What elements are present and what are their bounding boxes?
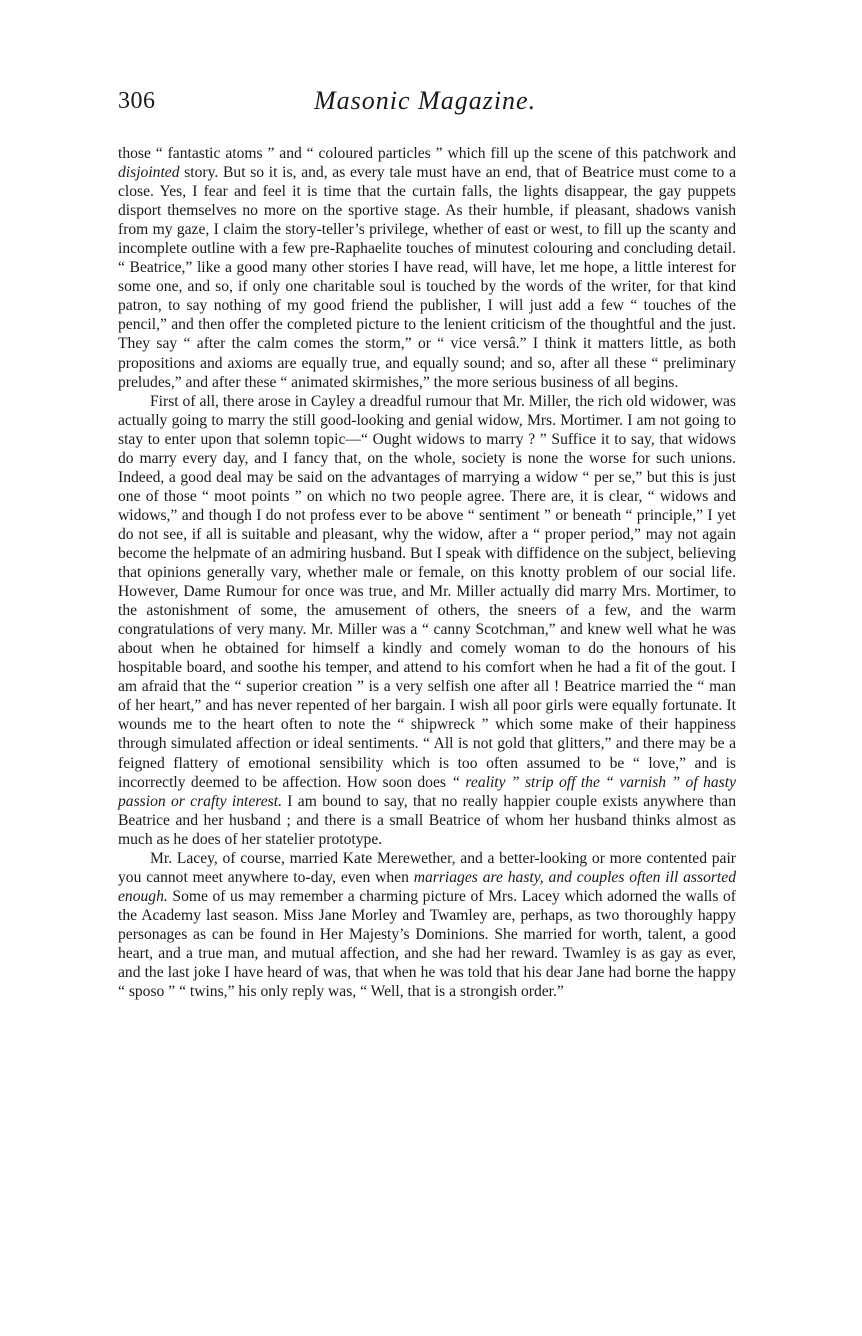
italic-segment: “ reality ” strip off the “ varnish ” of hasty passion or crafty interest. xyxy=(118,773,736,810)
paragraph-2 xyxy=(118,392,736,849)
text-segment: First of all, there arose in Cayley a dreadful rumour that Mr. Miller, the rich old widower, was actually going to marry the still good-looking and genial widow, Mrs. Mortimer. I am not going to stay to enter upon that solemn topic—“ Ought widows to marry ? ” Suffice it to say, that widows do marry every day, and I fancy that, on the whole, society is none the worse for such unions. Indeed, a good deal may be said on the advantages of marrying a widow “ per se,” but this is just one of those “ moot points ” on which no two people agree. There are, it is clear, “ widows and widows,” and though I do not profess ever to be above “ sentiment ” or beneath “ principle,” I yet do not see, if all is suitable and pleasant, why the widow, after a “ proper period,” may not again become the helpmate of an admiring husband. But I speak with diffidence on the subject, believing that opinions generally vary, whether male or female, on this knotty problem of our social life. However, Dame Rumour for once was true, and Mr. Miller actually did marry Mrs. Mortimer, to the astonishment of some, the amusement of others, the sneers of a few, and the warm congratulations of very many. Mr. Miller was a “ canny Scotchman,” and knew well what he was about when he obtained for himself a kindly and comely woman to do the honours of his hospitable board, and soothe his temper, and attend to his comfort when he had a fit of the gout. I am afraid that the “ superior creation ” is a very selfish one after all ! Beatrice married the “ man of her heart,” and has never repented of her bargain. I wish all poor girls were equally fortunate. It wounds me to the heart often to note the “ shipwreck ” which some make of their happiness through simulated affection or ideal sentiments. “ All is not gold that glitters,” and there may be a feigned flattery of emotional sensibility which is too often assumed to be “ love,” and is incorrectly deemed to be affection. How soon does xyxy=(118,392,736,791)
magazine-title: Masonic Magazine. xyxy=(314,86,537,115)
article-body xyxy=(118,144,736,1001)
page-number: 306 xyxy=(118,88,156,114)
text-segment: story. But so it is, and, as every tale must have an end, that of Beatrice must come to a close. Yes, I fear and feel it is time that the curtain falls, the lights disappear, the gay puppets disport themselves no more on the sportive stage. As their humble, if pleasant, shadows vanish from my gaze, I claim the story-teller’s privilege, whether of east or west, to fill up the scanty and incomplete outline with a few pre-Raphaelite touches of minutest colouring and concluding detail. “ Beatrice,” like a good many other stories I have read, will have, let me hope, a little interest for some one, and so, if only one charitable soul is touched by the words of the writer, for that kind patron, to say nothing of my good friend the publisher, I will just add a few “ touches of the pencil,” and then offer the completed picture to the lenient criticism of the thoughtful and the just. They say “ after the calm comes the storm,” or “ vice versâ.” I think it matters little, as both propositions and axioms are equally true, and equally sound; and so, after all these “ preliminary preludes,” and after these “ animated skirmishes,” the more serious business of all begins. xyxy=(118,164,736,391)
text-segment: Some of us may remember a charming picture of Mrs. Lacey which adorned the walls of the Academy last season. Miss Jane Morley and Twamley are, perhaps, as two thoroughly happy personages as can be found in Her Majesty’s Dominions. She married for worth, talent, a good heart, and a true man, and mutual affection, and she had her reward. Twamley is as gay as ever, and the last joke I have heard of was, that when he was told that his dear Jane had borne the happy “ sposo ” “ twins,” his only reply was, “ Well, that is a strongish order.” xyxy=(118,887,736,1001)
italic-segment: marriages are hasty, and couples often ill assorted enough. xyxy=(118,868,736,905)
document-page xyxy=(118,88,736,1001)
running-head xyxy=(118,88,736,128)
paragraph-3 xyxy=(118,849,736,1001)
text-segment: those “ fantastic atoms ” and “ coloured particles ” which fill up the scene of this patchwork and xyxy=(118,145,736,162)
paragraph-1 xyxy=(118,144,736,392)
text-segment: I am bound to say, that no really happier couple exists anywhere than Beatrice and her husband ; and there is a small Beatrice of whom her husband thinks almost as much as he does of her statelier prototype. xyxy=(118,792,736,848)
text-segment: Mr. Lacey, of course, married Kate Merewether, and a better-looking or more contented pair you cannot meet anywhere to-day, even when xyxy=(118,849,736,886)
italic-segment: disjointed xyxy=(118,164,180,182)
